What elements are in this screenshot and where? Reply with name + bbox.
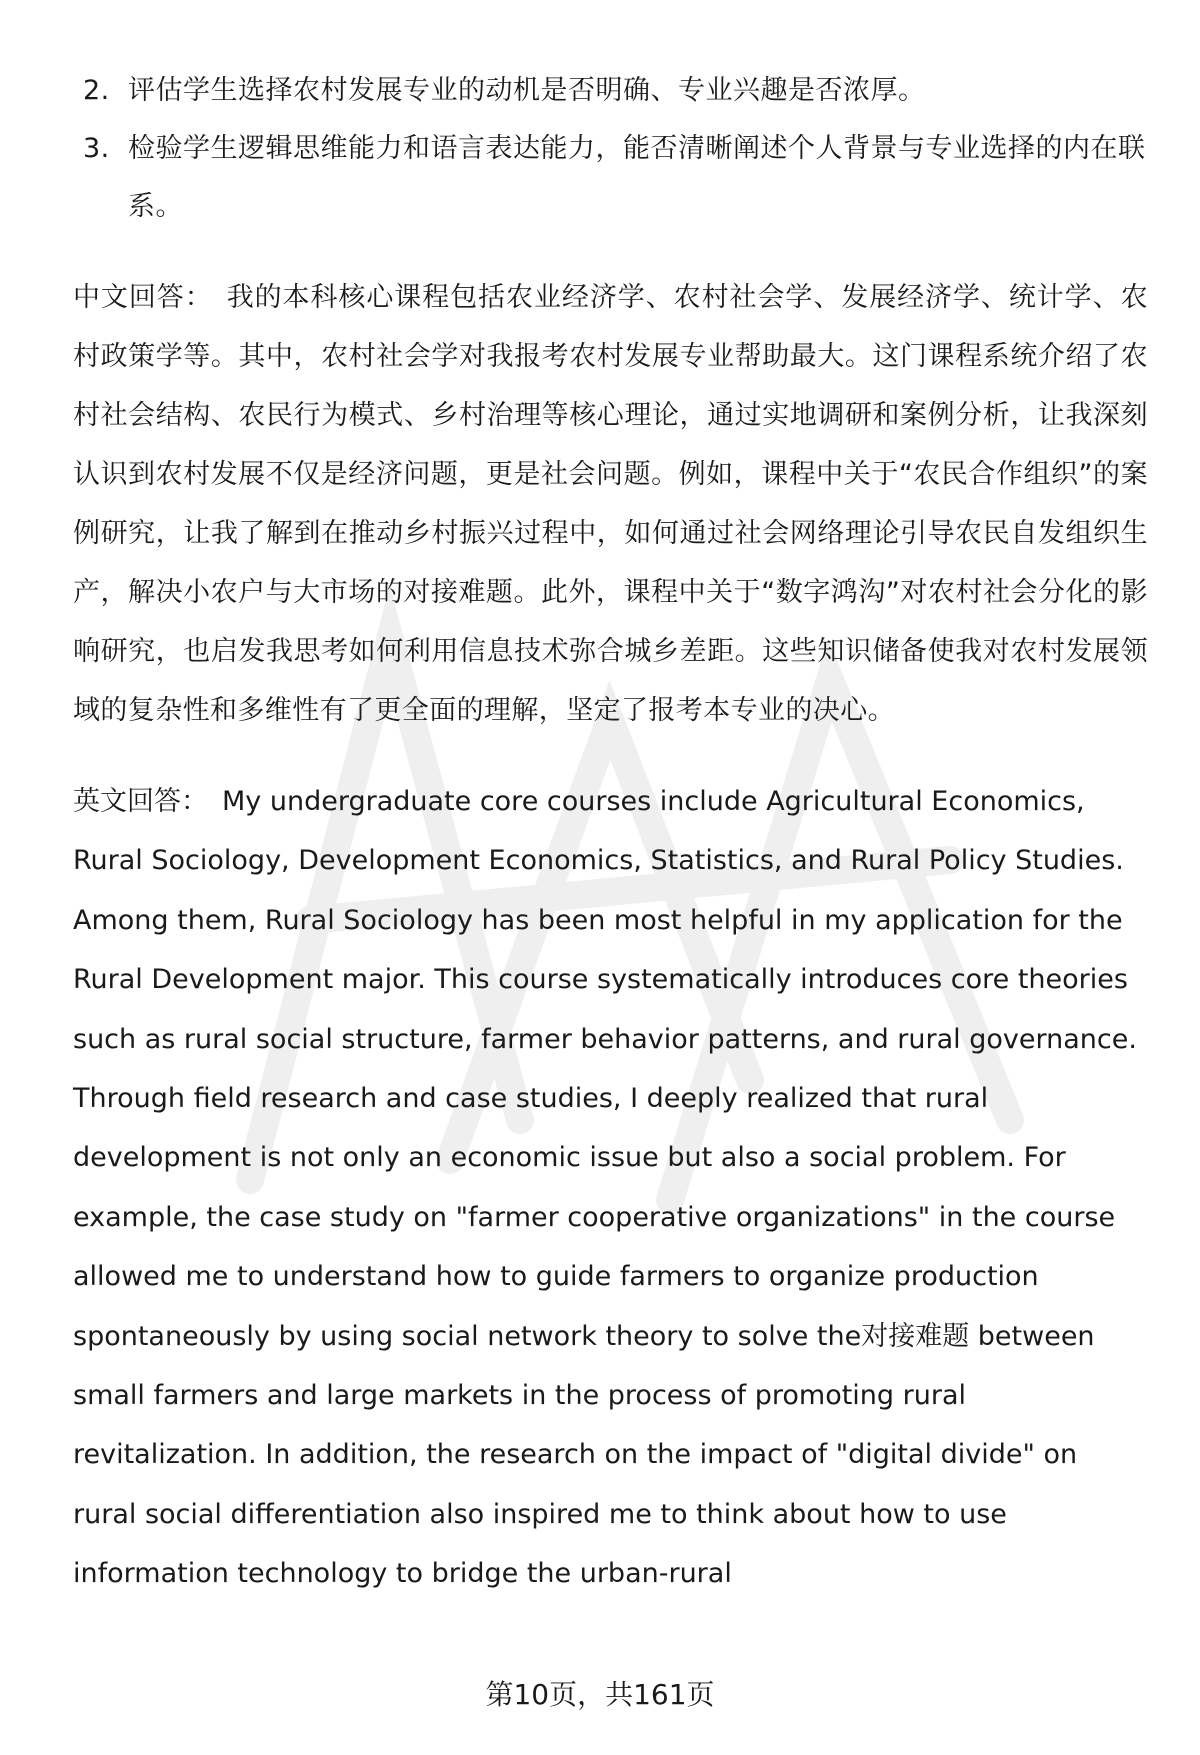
list-item	[73, 62, 1148, 120]
english-answer	[73, 772, 1148, 1604]
english-answer-text: My undergraduate core courses include Agricultural Economics, Rural Sociology, Development Economics, Statistics, and Rural Policy Studies. Among them, Rural Sociology has been most helpful in my application for the Rural Development major. This course systematically introduces core theories such as rural social structure, farmer behavior patterns, and rural governance. Through field research and case studies, I deeply realized that rural development is not only an economic issue but also a social problem. For example, the case study on "farmer cooperative organizations" in the course allowed me to understand how to guide farmers to organize production spontaneously by using social network theory to solve the对接难题 between small farmers and large markets in the process of promoting rural revitalization. In addition, the research on the impact of "digital divide" on rural social differentiation also inspired me to think about how to use information technology to bridge the urban-rural	[73, 786, 1137, 1590]
chinese-answer	[73, 268, 1148, 740]
list-text: 检验学生逻辑思维能力和语言表达能力，能否清晰阐述个人背景与专业选择的内在联系。	[128, 133, 1146, 222]
list-number: 2.	[83, 75, 110, 106]
criteria-list	[73, 62, 1148, 236]
chinese-answer-text: 我的本科核心课程包括农业经济学、农村社会学、发展经济学、统计学、农村政策学等。其中，农村社会学对我报考农村发展专业帮助最大。这门课程系统介绍了农村社会结构、农民行为模式、乡村治理等核心理论，通过实地调研和案例分析，让我深刻认识到农村发展不仅是经济问题，更是社会问题。例如，课程中关于“农民合作组织”的案例研究，让我了解到在推动乡村振兴过程中，如何通过社会网络理论引导农民自发组织生产，解决小农户与大市场的对接难题。此外，课程中关于“数字鸿沟”对农村社会分化的影响研究，也启发我思考如何利用信息技术弥合城乡差距。这些知识储备使我对农村发展领域的复杂性和多维性有了更全面的理解，坚定了报考本专业的决心。	[73, 282, 1149, 726]
document-body	[73, 62, 1148, 1604]
chinese-answer-label: 中文回答：	[73, 282, 213, 313]
list-item	[73, 120, 1148, 236]
page-number: 第10页，共161页	[485, 1678, 715, 1711]
list-text: 评估学生选择农村发展专业的动机是否明确、专业兴趣是否浓厚。	[128, 75, 926, 106]
list-number: 3.	[83, 133, 110, 164]
english-answer-label: 英文回答：	[73, 786, 208, 817]
